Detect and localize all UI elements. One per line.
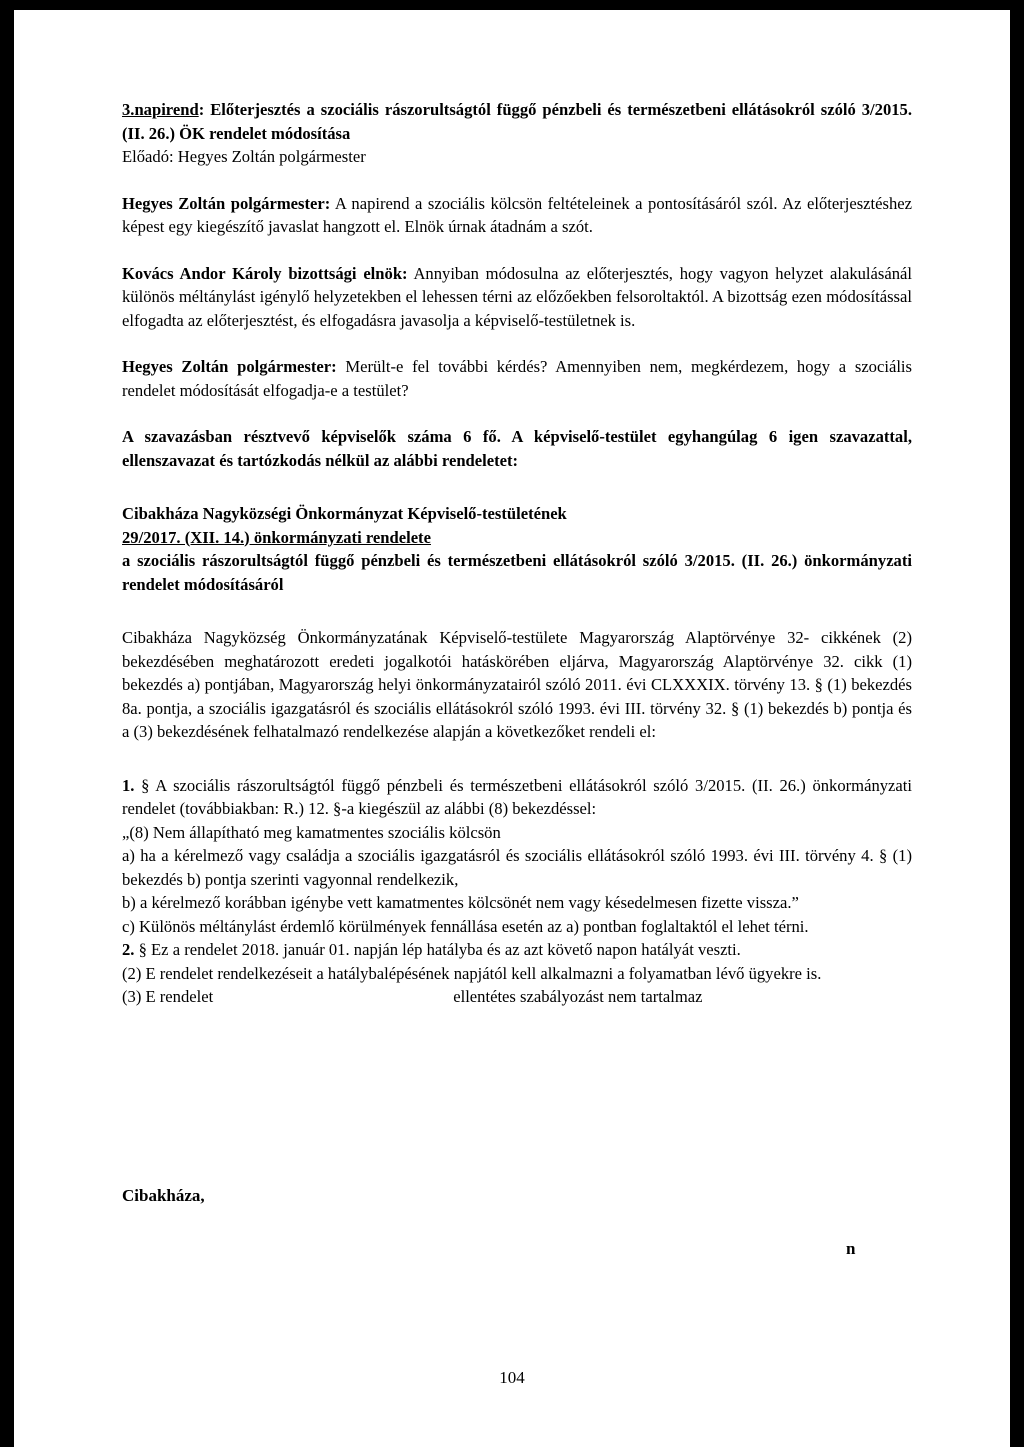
decree-section: (2) E rendelet rendelkezéseit a hatálybalépésének napjától kell alkalmazni a folyamatban lévő ügyekre is. [122, 963, 822, 983]
decree-number: 29/2017. (XII. 14.) önkormányzati rendelete [122, 527, 431, 547]
scan-border-right [1010, 0, 1024, 1447]
speaker-name: Hegyes Zoltán polgármester: [122, 357, 337, 376]
page-number: 104 [499, 1368, 525, 1387]
decree-section: a) ha a kérelmező vagy családja a szociális igazgatásról és szociális ellátásokról szóló 1993. évi III. törvény 4. § (1) bekezdés b) pontja szerinti vagyonnal rendelkezik, [122, 846, 912, 889]
decree-section: b) a kérelmező korábban igénybe vett kamatmentes kölcsönét nem vagy késedelmesen fizette vissza.” [122, 893, 799, 912]
scan-border-left [0, 0, 14, 1447]
section-text: § Ez a rendelet 2018. január 01. napján lép hatályba és az azt követő napon hatályát veszti. [134, 940, 741, 959]
section-text: § A szociális rászorultságtól függő pénzbeli és természetbeni ellátásokról szóló 3/2015. (II. 26.) önkormányzati rendelet (továbbiakban: R.) 12. §-a kiegészül az alábbi (8) bekezdéssel: [122, 775, 912, 818]
speaker-name: Kovács Andor Károly bizottsági elnök: [122, 263, 408, 283]
agenda-title: : Előterjesztés a szociális rászorultságtól függő pénzbeli és természetbeni ellátásokról szóló 3/2015. (II. 26.) ÖK rendelet módosítása [122, 100, 912, 143]
document-body [122, 98, 912, 1009]
speech-text: Merült-e fel további kérdés? Amennyiben nem, megkérdezem, hogy a szociális rendelet módosítását elfogadja-e a testület? [122, 357, 912, 400]
speech-text: A napirend a szociális kölcsön feltételeinek a pontosításáról szól. Az előterjesztéshez képest egy kiegészítő javaslat hangzott el. Elnök úrnak átadnám a szót. [122, 193, 912, 236]
signature-place: Cibakháza, [122, 1186, 205, 1205]
agenda-heading [122, 98, 912, 145]
speaker-name: Hegyes Zoltán polgármester: [122, 193, 331, 213]
decree-section: „(8) Nem állapítható meg kamatmentes szociális kölcsön [122, 822, 501, 842]
scan-border-top [0, 0, 1024, 10]
vote-result: A szavazásban résztvevő képviselők száma 6 fő. A képviselő-testület egyhangúlag 6 igen szavazattal, ellenszavazat és tartózkodás nélkül az alábbi rendeletet: [122, 427, 912, 470]
speech-paragraph [122, 262, 912, 333]
speech-paragraph [122, 192, 912, 239]
presenter-line: Előadó: Hegyes Zoltán polgármester [122, 147, 366, 166]
section-number: 1. [122, 775, 135, 795]
decree-section: c) Különös méltánylást érdemlő körülmények fennállása esetén az a) pontban foglaltaktól el lehet térni. [122, 916, 809, 936]
stray-character: n [846, 1239, 856, 1258]
decree-subject: a szociális rászorultságtól függő pénzbeli és természetbeni ellátásokról szóló 3/2015. (II. 26.) önkormányzati rendelet módosításáról [122, 551, 912, 594]
section-number: 2. [122, 940, 135, 959]
decree-section [122, 774, 912, 821]
decree-issuer: Cibakháza Nagyközségi Önkormányzat Képviselő-testületének [122, 504, 567, 523]
agenda-label: 3.napirend [122, 100, 199, 119]
speech-paragraph [122, 355, 912, 402]
truncated-start: (3) E rendelet [122, 987, 214, 1006]
truncated-end: ellentétes szabályozást nem tartalmaz [453, 987, 703, 1006]
truncated-line [122, 985, 912, 1009]
obscured-region [213, 988, 453, 1002]
decree-section [122, 938, 912, 962]
decree-preamble: Cibakháza Nagyközség Önkormányzatának Képviselő-testülete Magyarország Alaptörvénye 32- cikkének (2) bekezdésében meghatározott eredeti jogalkotói hatáskörében eljárva, Magyarország Alaptörvénye 32. cikk (1) bekezdés a) pontjában, Magyarország helyi önkormányzatairól szóló 2011. évi CLXXXIX. törvény 13. § (1) bekezdés 8a. pontja, a szociális igazgatásról és szociális ellátásokról szóló 1993. évi III. törvény 32. § (1) bekezdés b) pontja és a (3) bekezdésének felhatalmazó rendelkezése alapján a következőket rendeli el: [122, 628, 912, 741]
speech-text: Annyiban módosulna az előterjesztés, hogy vagyon helyzet alakulásánál különös méltánylást igénylő helyzetekben el lehessen térni az előzőekben felsoroltaktól. A bizottság ezen módosítással elfogadta az előterjesztést, és elfogadásra javasolja a képviselő-testületnek is. [122, 263, 913, 330]
